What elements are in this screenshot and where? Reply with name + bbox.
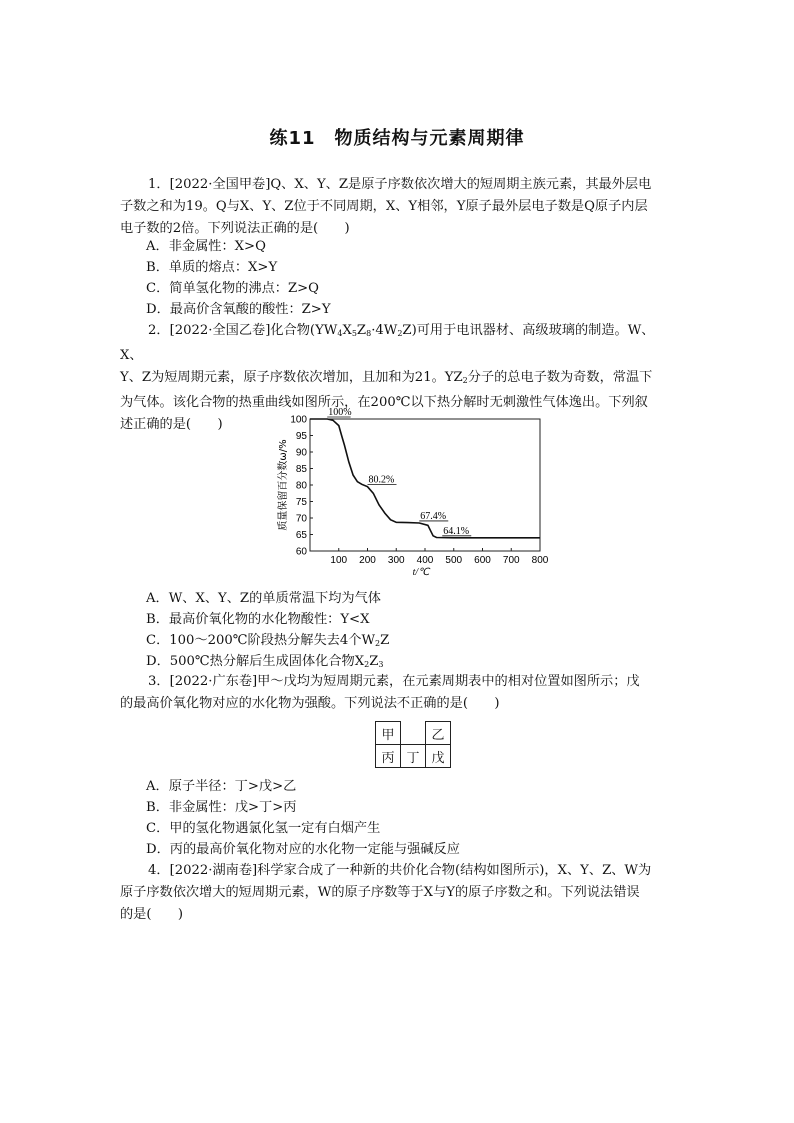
data-label: 64.1% bbox=[443, 525, 470, 537]
y-tick-label: 60 bbox=[295, 546, 307, 558]
x-tick-label: 400 bbox=[416, 555, 434, 566]
y-tick-label: 90 bbox=[295, 447, 307, 459]
x-tick-label: 500 bbox=[445, 555, 463, 566]
x-tick-label: 600 bbox=[474, 555, 491, 566]
q2-line-3: 为气体。该化合物的热重曲线如图所示，在200℃以下热分解时无刺激性气体逸出。下列叙 bbox=[120, 395, 648, 410]
cell-ding: 丁 bbox=[401, 745, 426, 768]
periodic-position-table bbox=[375, 721, 451, 768]
y-tick-label: 70 bbox=[295, 513, 307, 525]
q1-option-b: B．单质的熔点：X>Y bbox=[146, 260, 278, 275]
x-tick-label: 700 bbox=[502, 555, 520, 566]
q1-line-2: 子数之和为19。Q与X、Y、Z位于不同周期，X、Y相邻，Y原子最外层电子数是Q原子内层 bbox=[120, 199, 648, 214]
data-label: 80.2% bbox=[368, 474, 395, 486]
plot-frame bbox=[310, 419, 540, 551]
q3-option-c: C．甲的氢化物遇氯化氢一定有白烟产生 bbox=[146, 821, 381, 836]
y-tick-label: 95 bbox=[295, 431, 307, 442]
q1-option-d: D．最高价含氧酸的酸性：Z>Y bbox=[146, 302, 331, 317]
q3-option-d: D．丙的最高价氧化物对应的水化物一定能与强碱反应 bbox=[146, 842, 460, 857]
q1-option-c: C．简单氢化物的沸点：Z>Q bbox=[146, 281, 319, 296]
cell-bing: 丙 bbox=[376, 745, 401, 768]
question-1-stem bbox=[120, 174, 676, 240]
q1-line-3: 电子数的2倍。下列说法正确的是( ) bbox=[120, 221, 350, 236]
q4-line-3: 的是( ) bbox=[120, 907, 184, 922]
q2-line-1: 2．[2022·全国乙卷]化合物$(YW_4X_5Z_8\cdot 4W_2Z)$可用于电讯器材、高级玻璃的制造。W、X、 bbox=[120, 323, 655, 363]
q3-option-a: A．原子半径：丁>戊>乙 bbox=[146, 779, 297, 794]
x-tick-label: 100 bbox=[330, 555, 348, 566]
x-tick-label: 300 bbox=[387, 555, 405, 566]
q2-line-4: 述正确的是( ) bbox=[120, 417, 223, 432]
q2-option-c: C．100～200℃阶段热分解失去4个$W_2Z$ bbox=[146, 633, 390, 648]
x-tick-label: 800 bbox=[531, 555, 549, 566]
question-3-stem bbox=[120, 671, 676, 715]
cell-yi: 乙 bbox=[426, 722, 451, 745]
y-tick-label: 75 bbox=[295, 497, 307, 508]
x-axis-label: t/℃ bbox=[412, 567, 430, 577]
cell-wu: 戊 bbox=[426, 745, 451, 768]
q4-line-1: 4．[2022·湖南卷]科学家合成了一种新的共价化合物(结构如图所示)，X、Y、Z、W为 bbox=[148, 863, 652, 878]
q1-line-1: 1．[2022·全国甲卷]Q、X、Y、Z是原子序数依次增大的短周期主族元素，其最外层电 bbox=[148, 177, 652, 192]
q2-option-b: B．最高价氧化物的水化物酸性：Y<X bbox=[146, 612, 370, 627]
q1-option-a: A．非金属性：X>Q bbox=[146, 239, 266, 254]
q2-option-a: A．W、X、Y、Z的单质常温下均为气体 bbox=[146, 591, 381, 606]
page-title: 练11 物质结构与元素周期律 bbox=[269, 128, 525, 149]
q2-option-d: D．500℃热分解后生成固体化合物$X_2Z_3$ bbox=[146, 654, 384, 669]
y-axis-label: 质量保留百分数ω/% bbox=[278, 439, 289, 531]
q2-line-2: Y、Z为短周期元素，原子序数依次增加，且加和为21。$YZ_2$分子的总电子数为奇数，常温下 bbox=[120, 370, 653, 385]
q3-line-1: 3．[2022·广东卷]甲～戊均为短周期元素，在元素周期表中的相对位置如图所示；戊 bbox=[148, 674, 640, 689]
x-tick-label: 200 bbox=[359, 555, 376, 566]
q3-option-b: B．非金属性：戊>丁>丙 bbox=[146, 800, 297, 815]
y-tick-label: 85 bbox=[295, 464, 307, 475]
cell-jia: 甲 bbox=[376, 722, 401, 745]
q4-line-2: 原子序数依次增大的短周期元素，W的原子序数等于X与Y的原子序数之和。下列说法错误 bbox=[120, 885, 640, 900]
data-label: 67.4% bbox=[420, 510, 447, 522]
question-4-stem bbox=[120, 860, 676, 926]
q3-line-2: 的最高价氧化物对应的水化物为强酸。下列说法不正确的是( ) bbox=[120, 696, 500, 711]
y-tick-label: 80 bbox=[295, 480, 307, 492]
cell-empty bbox=[401, 722, 426, 745]
thermogravimetric-chart bbox=[270, 405, 550, 577]
y-tick-label: 65 bbox=[295, 530, 307, 541]
y-tick-label: 100 bbox=[290, 414, 307, 426]
data-label: 100% bbox=[328, 407, 352, 418]
